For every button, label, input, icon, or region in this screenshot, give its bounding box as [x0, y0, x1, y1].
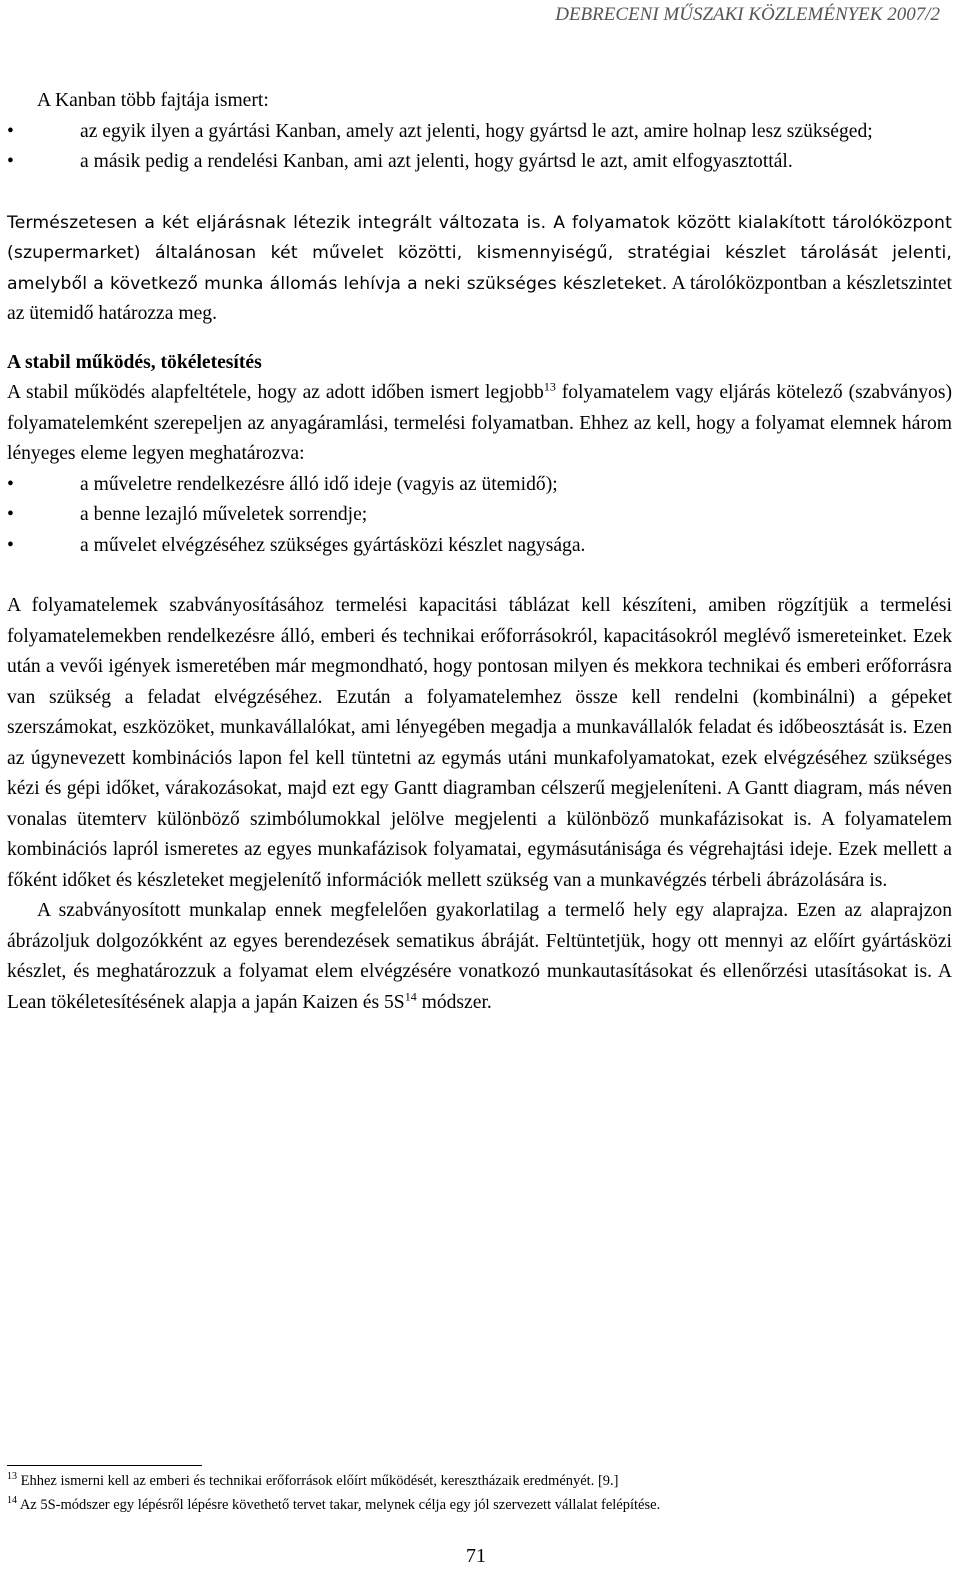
stability-text-cont: folyamatelem vagy eljárás kötelező (szabványos) folyamatelemként szerepeljen az anyagáramlási, termelési folyamatban. Ehhez az kell, hogy a folyamat elemnek három lényeges eleme legyen meghatározva:: [7, 382, 953, 464]
footnote-ref-13: 13: [543, 379, 556, 394]
standardization-paragraph: A folyamatelemek szabványosításához termelési kapacitási táblázat kell készíteni, amiben rögzítjük a termelési folyamatelemekben rendelkezésre álló, emberi és technikai erőforrásokról, kapacitásokról meglévő ismereteinket. Ezek után a vevői igények ismeretében már megmondható, hogy pontosan milyen és mekkora technikai és emberi erőforrásra van szükség a feladat elvégzéséhez. Ezután a folyamatelemhez össze kell rendelni (kombinálni) a gépeket szerszámokat, eszközöket, munkavállalókat, ami lényegében megadja a munkavállalók feladat és időbeosztását is. Ezen az úgynevezett kombinációs lapon fel kell tüntetni az egymás utáni munkafolyamatokat, ezek elvégzéséhez szükséges kézi és gépi időket, várakozásokat, majd ezt egy Gantt diagramban célszerű megjeleníteni. A Gantt diagram, más néven vonalas ütemterv különböző szimbólumokkal jelölve megjelenti a különböző munkafázisokat is. A folyamatelem kombinációs lapról ismeretes az egyes munkafázisok folyamatai, egymásutánisága és végrehajtási ideje. Ezek mellett a főként időket és készleteket megjelenítő információk mellett szükség van a munkavégzés térbeli ábrázolására is.: [7, 595, 952, 891]
worksheet-paragraph: [7, 896, 952, 1018]
page-number: 71: [466, 1545, 486, 1567]
section-heading: A stabil működés, tökéletesítés: [7, 351, 262, 373]
bullet-item: • a műveletre rendelkezésre álló idő ideje (vagyis az ütemidő);: [7, 470, 952, 501]
worksheet-text: A szabványosított munkalap ennek megfelelően gyakorlatilag a termelő hely egy alaprajza. Ezen az alaprajzon ábrázoljuk dolgozókként az egyes berendezések sematikus ábráját. Feltüntetjük, hogy ott mennyi az előírt gyártásközi készlet, és meghatározzuk a folyamat elem elvégzésére vonatkozó munkautasításokat és ellenőrzési utasításokat is. A Lean tökéletesítésének alapja a japán Kaizen és 5S: [7, 900, 952, 1013]
footnote: [7, 1469, 952, 1493]
page-body: [7, 86, 952, 1018]
worksheet-text-cont: módszer.: [416, 991, 492, 1013]
footnote-text: Ehhez ismerni kell az emberi és technikai erőforrások előírt működését, keresztházaik eredményét. [9.]: [17, 1473, 619, 1489]
footnote-text: Az 5S-módszer egy lépésről lépésre követhető tervet takar, melynek célja egy jól szervezett vállalat felépítése.: [17, 1497, 661, 1513]
kanban-intro: A Kanban több fajtája ismert:: [37, 90, 269, 111]
bullet-item: • a művelet elvégzéséhez szükséges gyártásközi készlet nagysága.: [7, 531, 952, 562]
kanban-paragraph: [7, 208, 952, 330]
footnote-number: 14: [7, 1495, 17, 1507]
bullet-item: • a benne lezajló műveletek sorrendje;: [7, 500, 952, 531]
kanban-paragraph-sans: Természetesen a két eljárásnak létezik integrált változata is. A folyamatok között kialakított tárolóközpont (szupermarket) általánosan két művelet közötti, kismennyiségű, stratégiai készlet tárolását jelenti, amelyből a következő munka állomás lehívja a neki szükséges készleteket.: [7, 212, 952, 294]
bullet-item: • az egyik ilyen a gyártási Kanban, amely azt jelenti, hogy gyártsd le azt, amire holnap lesz szükséged;: [7, 117, 952, 148]
stability-paragraph: [7, 378, 952, 470]
footnote-ref-14: 14: [404, 988, 417, 1003]
kanban-paragraph-end: A tárolóközpontban a készletszintet az ütemidő határozza meg.: [7, 272, 952, 324]
journal-header: DEBRECENI MŰSZAKI KÖZLEMÉNYEK 2007/2: [555, 4, 940, 25]
footnotes: [7, 1465, 952, 1517]
footnote-divider: [7, 1465, 202, 1466]
stability-text: A stabil működés alapfeltétele, hogy az adott időben ismert legjobb: [7, 382, 544, 403]
footnote: [7, 1493, 952, 1517]
bullet-item: • a másik pedig a rendelési Kanban, ami azt jelenti, hogy gyártsd le azt, amit elfogyasztottál.: [7, 147, 952, 178]
footnote-number: 13: [7, 1471, 17, 1483]
